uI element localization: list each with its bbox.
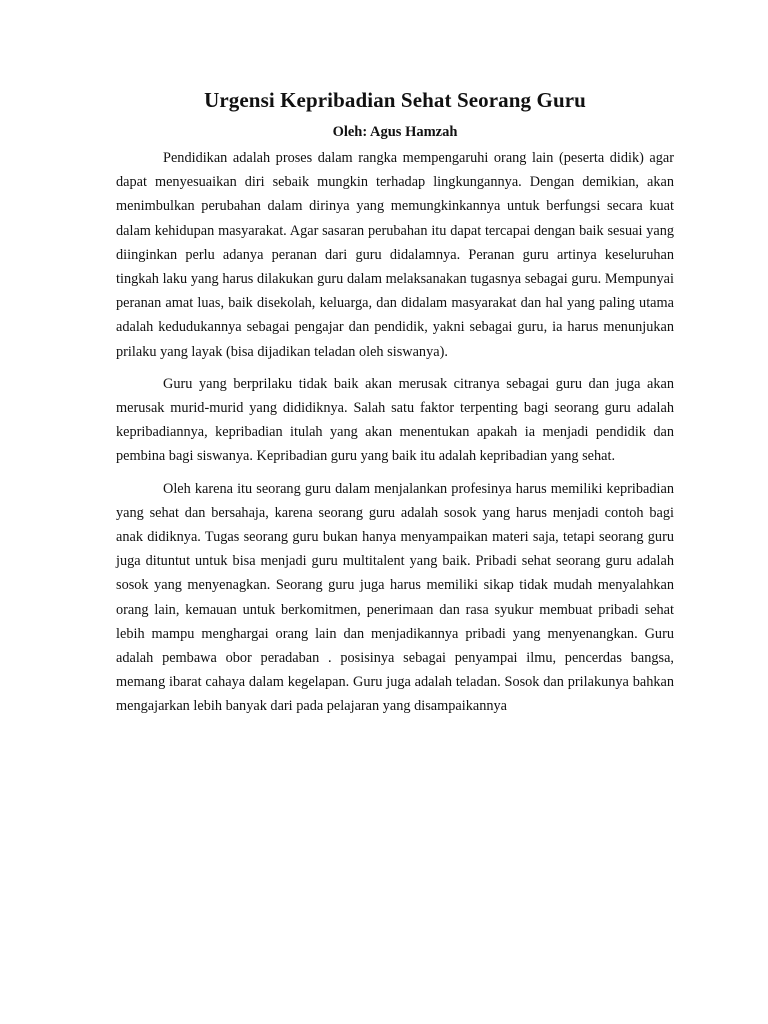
document-title: Urgensi Kepribadian Sehat Seorang Guru <box>204 88 586 112</box>
author-byline: Oleh: Agus Hamzah <box>332 124 458 140</box>
paragraph-2: Guru yang berprilaku tidak baik akan merusak citranya sebagai guru dan juga akan merusak murid-murid yang dididiknya. Salah satu faktor terpenting bagi seorang guru adalah kepribadiannya, kepribadian itulah yang akan menentukan apakah ia menjadi pendidik dan pembina bagi siswanya. Kepribadian guru yang baik itu adalah kepribadian yang sehat. <box>116 375 674 465</box>
paragraph-1: Pendidikan adalah proses dalam rangka mempengaruhi orang lain (peserta didik) agar dapat menyesuaikan diri sebaik mungkin terhadap lingkungannya. Dengan demikian, akan menimbulkan perubahan dalam dirinya yang memungkinkannya untuk berfungsi secara kuat dalam kehidupan masyarakat. Agar sasaran perubahan itu dapat tercapai dengan baik sesuai yang diinginkan perlu adanya peranan dari guru didalamnya. Peranan guru artinya keseluruhan tingkah laku yang harus dilakukan guru dalam melaksanakan tugasnya sebagai guru. Mempunyai peranan amat luas, baik disekolah, keluarga, dan didalam masyarakat dan hal yang paling utama adalah kedudukannya sebagai pengajar dan pendidik, yakni sebagai guru, ia harus menunjukan prilaku yang layak (bisa dijadikan teladan oleh siswanya). <box>116 150 674 360</box>
document-body <box>116 86 674 719</box>
paragraph-3: Oleh karena itu seorang guru dalam menjalankan profesinya harus memiliki kepribadian yang sehat dan bersahaja, karena seorang guru adalah sosok yang harus menjadi contoh bagi anak didiknya. Tugas seorang guru bukan hanya menyampaikan materi saja, tetapi seorang guru juga dituntut untuk bisa menjadi guru multitalent yang baik. Pribadi sehat seorang guru adalah sosok yang menyenagkan. Seorang guru juga harus memiliki sikap tidak mudah menyalahkan orang lain, kemauan untuk berkomitmen, penerimaan dan rasa syukur membuat pribadi sehat lebih mampu menghargai orang lain dan menjadikannya pribadi yang menyenangkan. Guru adalah pembawa obor peradaban . posisinya sebagai penyampai ilmu, pencerdas bangsa, memang ibarat cahaya dalam kegelapan. Guru juga adalah teladan. Sosok dan prilakunya bahkan mengajarkan lebih banyak dari pada pelajaran yang disampaikannya <box>116 480 674 715</box>
